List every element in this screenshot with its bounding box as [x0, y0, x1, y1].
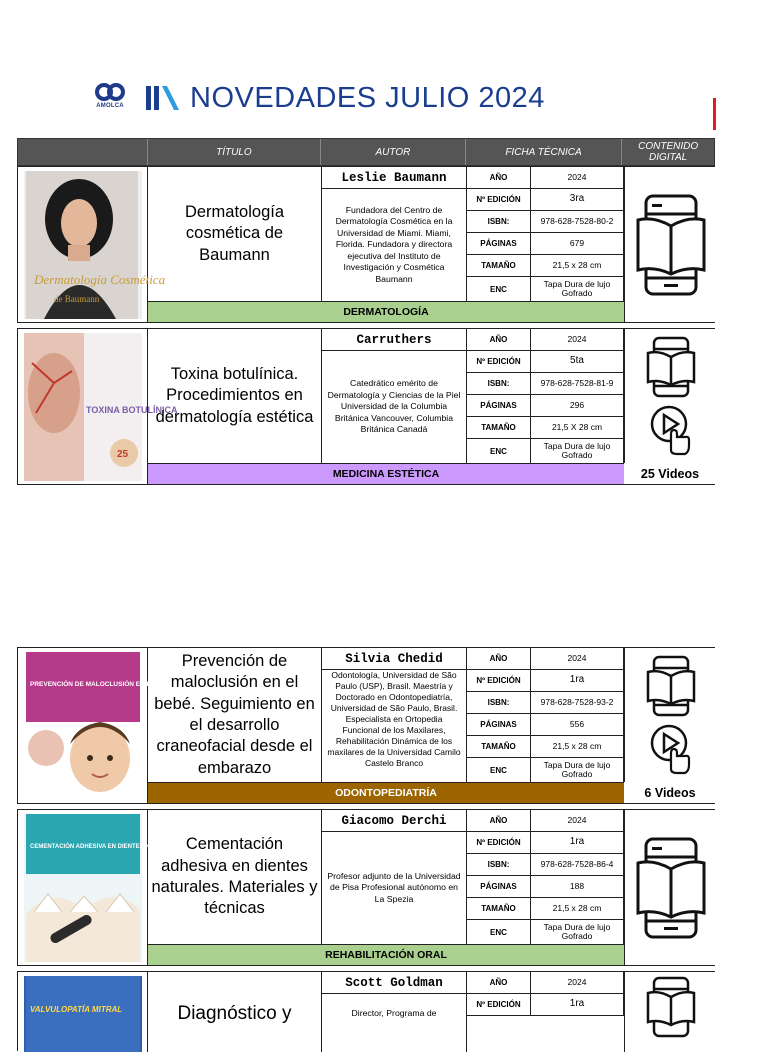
author-cell [322, 329, 467, 463]
label-enc: ENC [467, 439, 531, 463]
book-title: Dermatología cosmética de Baumann [148, 167, 322, 301]
label-enc: ENC [467, 758, 531, 782]
tech-sheet [467, 972, 624, 1016]
value-edicion: 1ra [531, 670, 624, 691]
label-tamano: TAMAÑO [467, 898, 531, 919]
category-band: MEDICINA ESTÉTICA [148, 463, 624, 484]
ebook-tablet-icon [645, 976, 697, 1038]
videos-count: 25 Videos [640, 466, 700, 481]
ebook-tablet-icon [645, 336, 697, 398]
book-row [17, 809, 715, 966]
value-tamano: 21,5 x 28 cm [531, 898, 624, 919]
tech-sheet [467, 167, 624, 301]
author-name: Giacomo Derchi [322, 810, 466, 832]
book-row [17, 328, 715, 485]
value-paginas: 679 [531, 233, 624, 254]
label-edicion: Nº EDICIÓN [467, 994, 531, 1015]
label-edicion: Nº EDICIÓN [467, 832, 531, 853]
author-name: Leslie Baumann [322, 167, 466, 189]
book-row [17, 647, 715, 804]
label-tamano: TAMAÑO [467, 417, 531, 438]
play-video-icon [647, 404, 695, 456]
cover-title: VALVULOPATÍA MITRAL [29, 1005, 122, 1014]
table-header [17, 138, 715, 166]
col-titulo: TÍTULO [148, 139, 322, 165]
digital-content [624, 810, 716, 965]
value-anio: 2024 [531, 648, 624, 669]
cover-subtitle: de Baumann [53, 293, 99, 304]
label-anio: AÑO [467, 810, 531, 831]
label-edicion: Nº EDICIÓN [467, 189, 531, 210]
digital-content [624, 329, 716, 463]
svg-text:25: 25 [116, 448, 128, 460]
videos-count: 6 Videos [644, 785, 696, 800]
value-anio: 2024 [531, 329, 624, 350]
value-edicion: 1ra [531, 832, 624, 853]
value-tamano: 21,5 X 28 cm [531, 417, 624, 438]
label-tamano: TAMAÑO [467, 255, 531, 276]
value-paginas: 188 [531, 876, 624, 897]
author-name: Silvia Chedid [322, 648, 466, 670]
amolca-logo [92, 82, 128, 114]
bars-logo-icon [146, 84, 180, 112]
label-isbn: ISBN: [467, 211, 531, 232]
value-edicion: 5ta [531, 351, 624, 372]
author-cell [322, 972, 467, 1052]
label-anio: AÑO [467, 972, 531, 993]
author-bio: Catedrático emérito de Dermatología y Ciencias de la Piel Universidad de la Columbia Británica Vancouver, Columbia Británica Canadá [327, 378, 461, 435]
author-bio: Profesor adjunto de la Universidad de Pisa Profesional autónomo en La Spezia [327, 870, 461, 904]
value-paginas: 556 [531, 714, 624, 735]
value-tamano: 21,5 x 28 cm [531, 255, 624, 276]
value-isbn: 978-628-7528-93-2 [531, 692, 624, 713]
label-anio: AÑO [467, 329, 531, 350]
value-enc: Tapa Dura de lujo Gofrado [531, 277, 624, 301]
book-cover [18, 810, 182, 965]
red-edge-mark [713, 98, 716, 130]
category-band: ODONTOPEDIATRÍA [148, 782, 624, 803]
label-paginas: PÁGINAS [467, 233, 531, 254]
ebook-tablet-icon [634, 837, 708, 939]
book-title: Diagnóstico y [148, 972, 322, 1052]
digital-content [624, 167, 716, 322]
page-title: NOVEDADES JULIO 2024 [190, 81, 545, 114]
book-title: Cementación adhesiva en dientes naturales. Materiales y técnicas [148, 810, 322, 944]
digital-content [624, 648, 716, 782]
category-band: REHABILITACIÓN ORAL [148, 944, 624, 965]
book-row [17, 166, 715, 323]
label-edicion: Nº EDICIÓN [467, 351, 531, 372]
col-contenido: CONTENIDO DIGITAL [638, 141, 699, 163]
value-paginas: 296 [531, 395, 624, 416]
value-isbn: 978-628-7528-86-4 [531, 854, 624, 875]
cover-title: Dermatología Cosmética [33, 271, 165, 287]
book-cover [18, 167, 165, 322]
author-cell [322, 648, 467, 782]
label-isbn: ISBN: [467, 373, 531, 394]
col-cover [18, 139, 148, 165]
digital-content [624, 972, 716, 1052]
label-isbn: ISBN: [467, 692, 531, 713]
value-edicion: 3ra [531, 189, 624, 210]
value-anio: 2024 [531, 810, 624, 831]
tech-sheet [467, 648, 624, 782]
label-edicion: Nº EDICIÓN [467, 670, 531, 691]
cover-title: PREVENCIÓN DE MALOCLUSIÓN EN EL BEBÉ [29, 680, 175, 688]
tech-sheet [467, 810, 624, 944]
col-ficha: FICHA TÉCNICA [466, 139, 623, 165]
ebook-tablet-icon [634, 194, 708, 296]
author-bio: Odontología, Universidad de São Paulo (USP), Brasil. Maestría y Doctorado en Odontopediatría, Universidad de São Paulo, Brasil. Especialista en Ortopedia Funcional de los Maxilares, Rehabilitación Dinámica de los maxilares de la Universidad Camilo Castelo Branco [327, 670, 461, 769]
value-isbn: 978-628-7528-81-9 [531, 373, 624, 394]
value-anio: 2024 [531, 972, 624, 993]
play-video-icon [647, 723, 695, 775]
book-row [17, 971, 715, 1051]
tech-sheet [467, 329, 624, 463]
book-title: Toxina botulínica. Procedimientos en dermatología estética [148, 329, 322, 463]
book-cover [18, 972, 148, 1052]
label-enc: ENC [467, 920, 531, 944]
book-cover [18, 648, 175, 803]
label-paginas: PÁGINAS [467, 395, 531, 416]
label-paginas: PÁGINAS [467, 876, 531, 897]
value-tamano: 21,5 x 28 cm [531, 736, 624, 757]
book-cover [18, 329, 177, 484]
label-tamano: TAMAÑO [467, 736, 531, 757]
book-title: Prevención de maloclusión en el bebé. Seguimiento en el desarrollo craneofacial desde el embarazo [148, 648, 322, 782]
cover-title: CEMENTACIÓN ADHESIVA EN DIENTES NATURALES [29, 843, 182, 850]
value-edicion: 1ra [531, 994, 624, 1015]
value-isbn: 978-628-7528-80-2 [531, 211, 624, 232]
label-isbn: ISBN: [467, 854, 531, 875]
logo-text: AMOLCA [96, 103, 124, 109]
label-enc: ENC [467, 277, 531, 301]
label-anio: AÑO [467, 167, 531, 188]
value-enc: Tapa Dura de lujo Gofrado [531, 758, 624, 782]
author-name: Scott Goldman [322, 972, 466, 994]
col-autor: AUTOR [321, 139, 466, 165]
author-bio: Fundadora del Centro de Dermatología Cosmética en la Universidad de Miami. Miami, Florida. Fundadora y directora ejecutiva del Instituto de Investigación y Cosmética Baumann [335, 204, 453, 284]
value-enc: Tapa Dura de lujo Gofrado [531, 920, 624, 944]
author-name: Carruthers [322, 329, 466, 351]
author-cell [322, 167, 467, 301]
ebook-tablet-icon [645, 655, 697, 717]
value-anio: 2024 [531, 167, 624, 188]
author-cell [322, 810, 467, 944]
author-bio: Director, Programa de [351, 1008, 437, 1018]
label-paginas: PÁGINAS [467, 714, 531, 735]
label-anio: AÑO [467, 648, 531, 669]
value-enc: Tapa Dura de lujo Gofrado [531, 439, 624, 463]
category-band: DERMATOLOGÍA [148, 301, 624, 322]
cover-title: TOXINA BOTULÍNICA [85, 404, 177, 415]
page-header [92, 78, 545, 118]
